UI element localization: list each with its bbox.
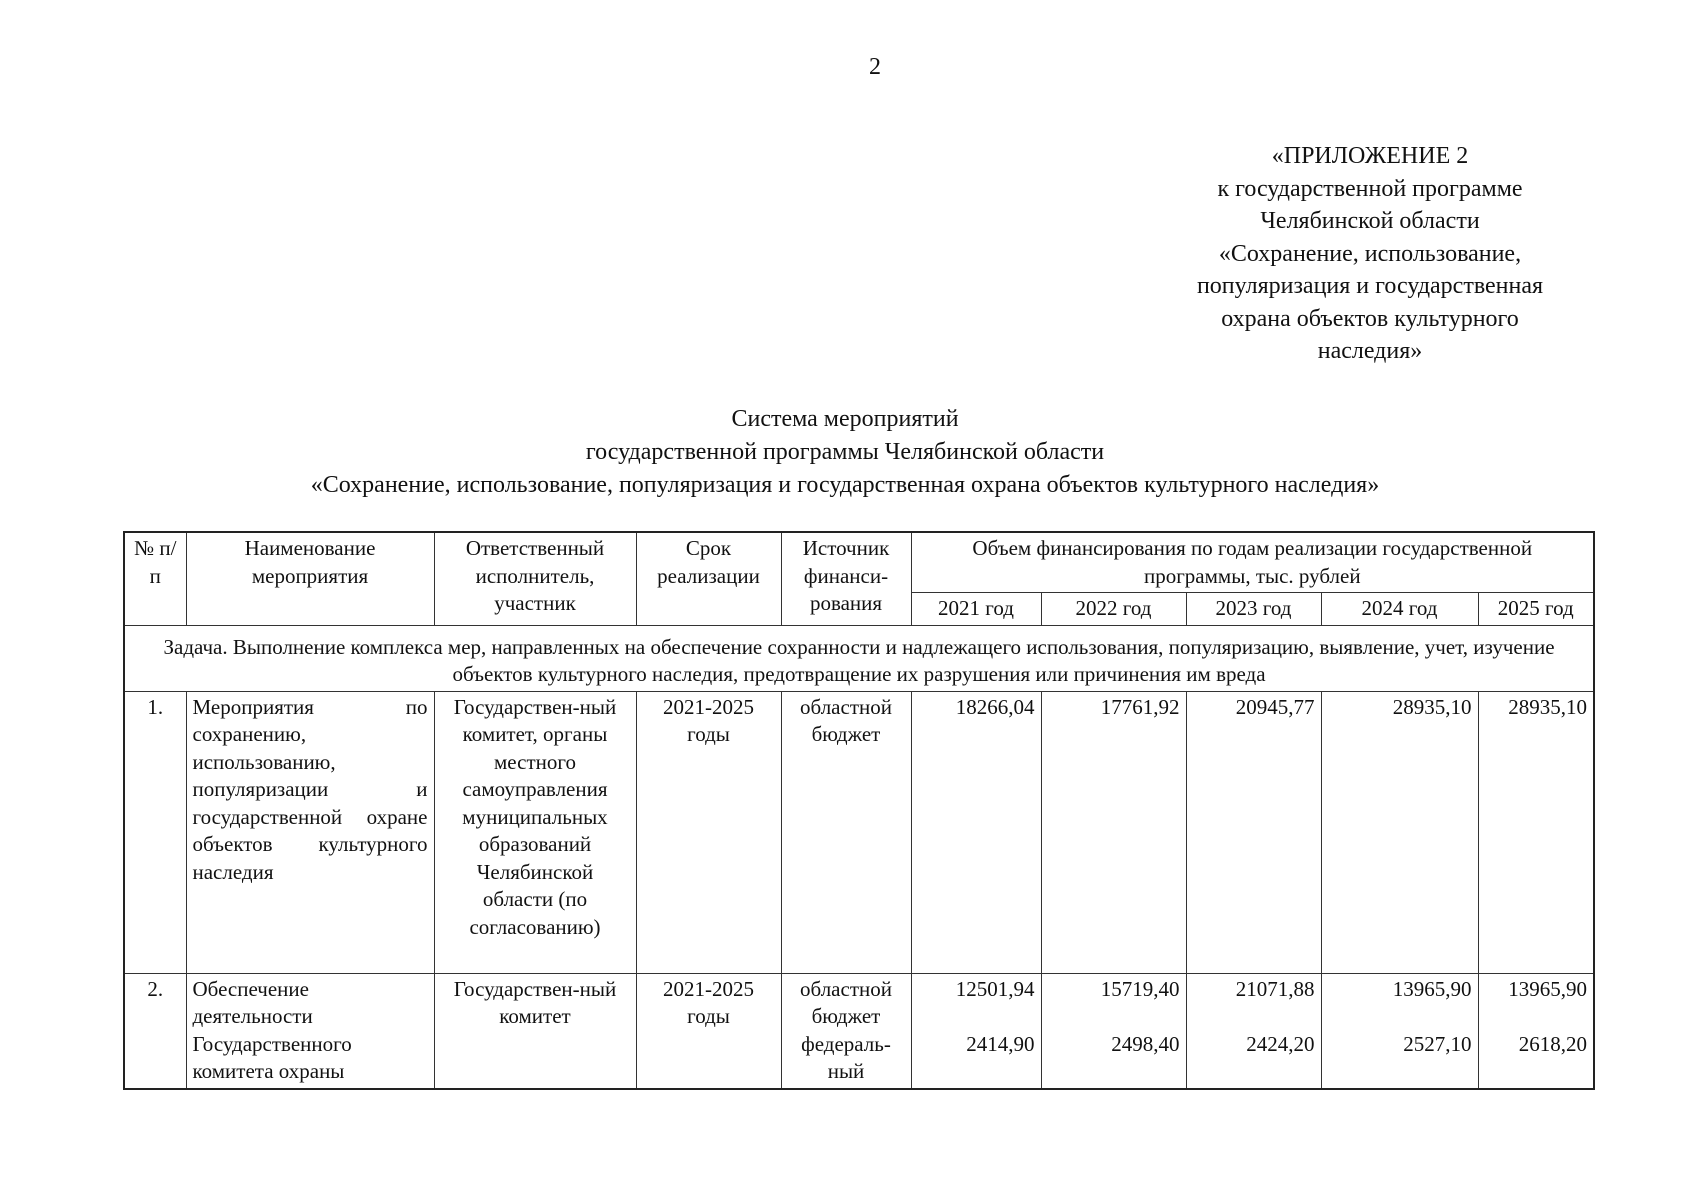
- row-value: [911, 973, 1041, 1089]
- value-secondary: 2414,90: [966, 1031, 1035, 1056]
- row-value: 18266,04: [911, 691, 1041, 973]
- header-executor: Ответственный исполнитель, участник: [434, 532, 636, 625]
- row-value: [1041, 973, 1186, 1089]
- header-year: 2023 год: [1186, 593, 1321, 626]
- row-num: 2.: [124, 973, 186, 1089]
- appendix-line: охрана объектов культурного: [1221, 305, 1519, 332]
- appendix-line: «ПРИЛОЖЕНИЕ 2: [1271, 143, 1469, 169]
- table-row: [124, 973, 1594, 1089]
- task-row: [124, 625, 1594, 691]
- appendix-header: [1140, 140, 1600, 368]
- value-secondary: 2618,20: [1518, 1031, 1588, 1056]
- header-volume: Объем финансирования по годам реализации государственной программы, тыс. рублей: [911, 532, 1594, 593]
- document-title: [120, 403, 1570, 502]
- row-executor: Государствен-ный комитет, органы местного самоуправления муниципальных образований Челябинской области (по согласованию): [434, 691, 636, 973]
- task-text: Задача. Выполнение комплекса мер, направленных на обеспечение сохранности и надлежащего использования, популяризацию, выявление, учет, изучение объектов культурного наследия, предотвращение их разрушения или причинения им вреда: [124, 625, 1594, 691]
- value-secondary: 2498,40: [1111, 1031, 1180, 1056]
- header-name: Наименование мероприятия: [186, 532, 434, 625]
- source-secondary: федераль-ный: [801, 1031, 891, 1083]
- row-value: [1186, 973, 1321, 1089]
- header-year: 2021 год: [911, 593, 1041, 626]
- row-value: 28935,10: [1478, 691, 1594, 973]
- value-secondary: 2424,20: [1246, 1031, 1315, 1056]
- row-value: 17761,92: [1041, 691, 1186, 973]
- value-primary: 13965,90: [1508, 976, 1588, 1001]
- appendix-line: «Сохранение, использование,: [1218, 240, 1522, 267]
- title-line: Система мероприятий: [731, 406, 959, 432]
- row-value: 28935,10: [1321, 691, 1478, 973]
- appendix-line: популяризация и государственная: [1196, 273, 1544, 299]
- row-source: [781, 973, 911, 1089]
- row-term: 2021-2025 годы: [636, 973, 781, 1089]
- header-year: 2024 год: [1321, 593, 1478, 626]
- header-row: [124, 532, 1594, 593]
- row-executor: Государствен-ный комитет: [434, 973, 636, 1089]
- row-value: [1478, 973, 1594, 1089]
- appendix-line: Челябинской области: [1260, 208, 1480, 234]
- row-value: [1321, 973, 1478, 1089]
- value-primary: 12501,94: [955, 976, 1035, 1001]
- row-name: Обеспечение деятельности Государственного комитета охраны: [186, 973, 434, 1089]
- row-value: 20945,77: [1186, 691, 1321, 973]
- page-number: 2: [869, 54, 881, 80]
- value-primary: 15719,40: [1100, 976, 1180, 1001]
- value-primary: 13965,90: [1392, 976, 1472, 1001]
- value-secondary: 2527,10: [1403, 1031, 1472, 1056]
- appendix-line: наследия»: [1317, 338, 1423, 364]
- source-primary: областной бюджет: [800, 976, 892, 1028]
- row-name: Мероприятия по сохранению, использованию, популяризации и государственной охране объектов культурного наследия: [186, 691, 434, 973]
- appendix-line: к государственной программе: [1217, 175, 1523, 202]
- row-num: 1.: [124, 691, 186, 973]
- header-year: 2022 год: [1041, 593, 1186, 626]
- header-term: Срок реализации: [636, 532, 781, 625]
- header-num: № п/п: [124, 532, 186, 625]
- title-line: «Сохранение, использование, популяризация и государственная охрана объектов культурного наследия»: [310, 472, 1380, 498]
- title-line: государственной программы Челябинской области: [585, 439, 1105, 465]
- table-row: [124, 691, 1594, 973]
- row-term: 2021-2025 годы: [636, 691, 781, 973]
- header-source: Источник финанси-рования: [781, 532, 911, 625]
- measures-table: [123, 531, 1595, 1090]
- row-source: областной бюджет: [781, 691, 911, 973]
- value-primary: 21071,88: [1235, 976, 1315, 1001]
- header-year: 2025 год: [1478, 593, 1594, 626]
